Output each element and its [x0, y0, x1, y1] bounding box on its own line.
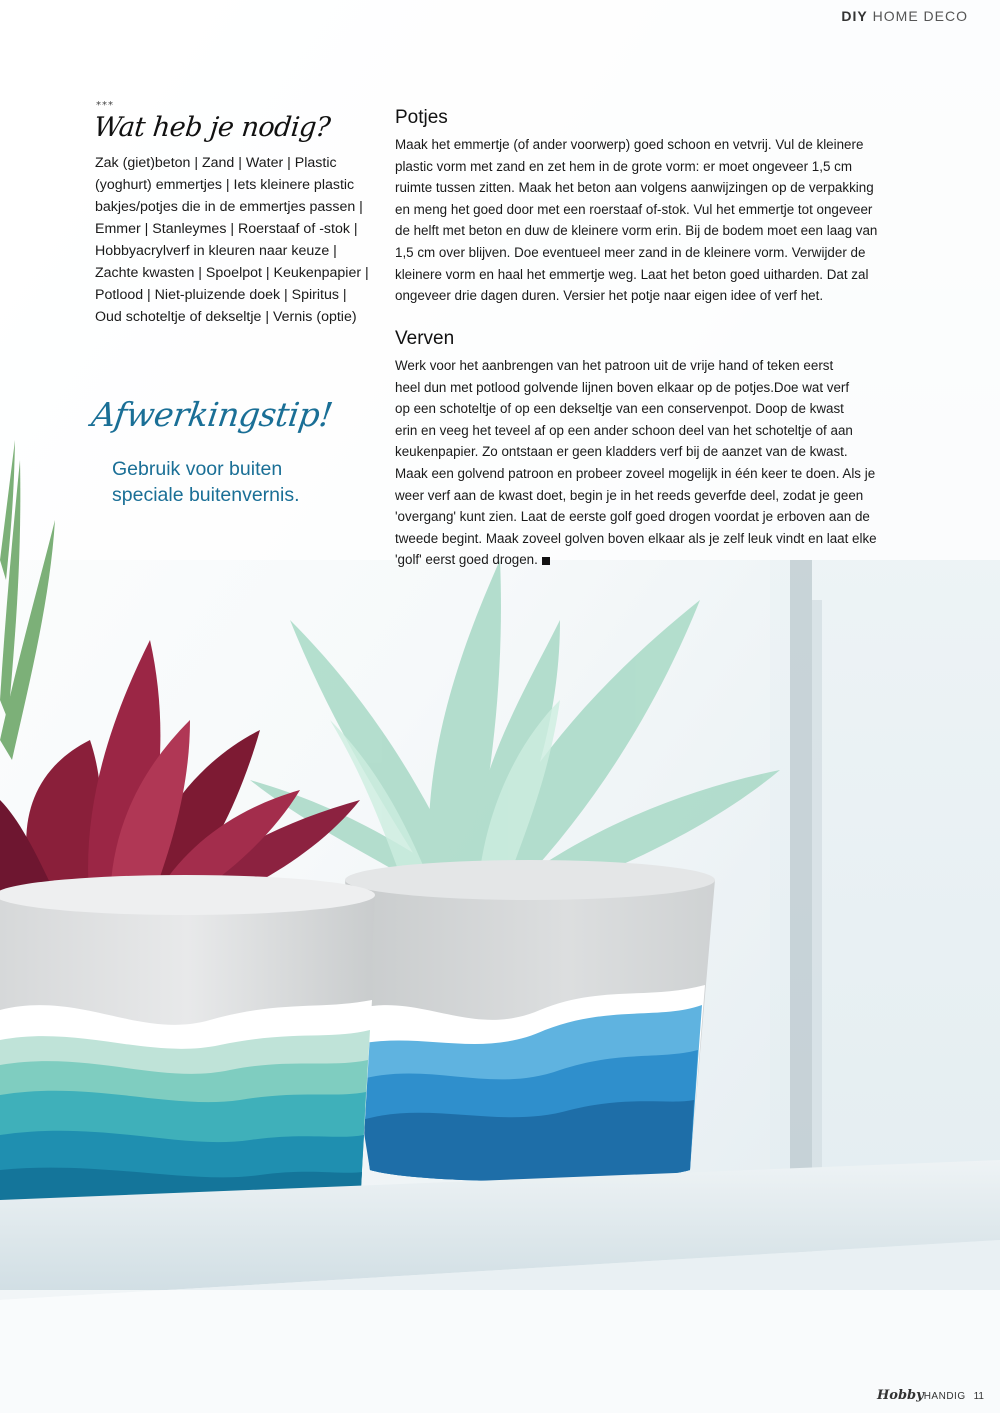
needs-list	[95, 152, 380, 328]
header-section-bold: DIY	[841, 8, 868, 24]
page-number: 11	[973, 1391, 984, 1402]
needs-line: Potlood | Niet-pluizende doek | Spiritus |	[95, 287, 347, 303]
potjes-line: ongeveer drie dagen duren. Versier het potje naar eigen idee of verf het.	[395, 288, 824, 304]
needs-line: (yoghurt) emmertjes | Iets kleinere plastic	[95, 177, 355, 193]
needs-title: Wat heb je nodig?	[92, 112, 332, 143]
verven-line-last	[395, 549, 905, 571]
footer-brand: Hobby	[877, 1388, 924, 1403]
end-mark-icon	[542, 557, 550, 565]
verven-line: heel dun met potlood golvende lijnen boven elkaar op de potjes.Doe wat verf	[395, 379, 850, 395]
potjes-line: kleinere vorm en haal het emmertje weg. Laat het beton goed uitharden. Dat zal	[395, 266, 869, 282]
potjes-line: plastic vorm met zand en zet hem in de grote vorm: er moet ongeveer 1,5 cm	[395, 158, 852, 174]
tip-text	[112, 456, 372, 508]
page-footer	[877, 1388, 984, 1403]
tip-line: Gebruik voor buiten	[112, 458, 283, 480]
potjes-line: de helft met beton en duw de kleinere vorm erin. Bij de bodem moet een laag van	[395, 223, 878, 239]
verven-line: tweede begint. Maak zoveel golven boven elkaar als je zelf leuk vindt en laat elke	[395, 530, 877, 546]
tip-line: speciale buitenvernis.	[112, 484, 300, 506]
verven-body	[395, 355, 905, 571]
verven-line: op een schoteltje of op een dekseltje van een conservenpot. Doop de kwast	[395, 401, 844, 417]
verven-line: erin en veeg het teveel af op een ander schoon deel van het schoteltje of aan	[395, 422, 853, 438]
verven-line: Werk voor het aanbrengen van het patroon uit de vrije hand of teken eerst	[395, 358, 834, 373]
potjes-line: Maak het emmertje (of ander voorwerp) goed schoon en vetvrij. Vul de kleinere	[395, 137, 864, 152]
verven-heading: Verven	[395, 328, 455, 349]
needs-line: Emmer | Stanleymes | Roerstaaf of -stok |	[95, 221, 358, 237]
needs-line: Hobbyacrylverf in kleuren naar keuze |	[95, 243, 337, 259]
verven-line: 'golf' eerst goed drogen.	[395, 552, 538, 568]
potjes-line: ruimte tussen zitten. Maak het beton aan volgens aanwijzingen op de verpakking	[395, 180, 874, 196]
potjes-line: en meng het goed door met een roerstaaf of-stok. Vul het emmertje tot ongeveer	[395, 201, 873, 217]
needs-line: Zak (giet)beton | Zand | Water | Plastic	[95, 155, 337, 171]
verven-line: keukenpapier. Zo ontstaan er geen kladders verf bij de aanzet van de kwast.	[395, 444, 848, 460]
needs-line: Zachte kwasten | Spoelpot | Keukenpapier |	[95, 265, 369, 281]
verven-line: weer verf aan de kwast doet, begin je in het reeds geverfde deel, zodat je geen	[395, 487, 864, 503]
footer-brand-suffix: HANDIG	[923, 1391, 966, 1402]
potjes-line: 1,5 cm over blijven. Doe eventueel meer zand in de kleinere vorm. Verwijder de	[395, 244, 866, 260]
tip-title: Afwerkingstip!	[89, 395, 335, 434]
section-header	[841, 8, 968, 24]
verven-line: Maak een golvend patroon en probeer zoveel mogelijk in één keer te doen. Als je	[395, 465, 876, 481]
potjes-heading: Potjes	[395, 107, 448, 128]
needs-line: bakjes/potjes die in de emmertjes passen |	[95, 199, 363, 215]
needs-line: Oud schoteltje of dekseltje | Vernis (optie)	[95, 309, 357, 325]
header-section: HOME DECO	[872, 8, 968, 24]
decorative-stars: ***	[96, 100, 114, 111]
potjes-body	[395, 134, 905, 307]
verven-line: 'overgang' kunt zien. Laat de eerste golf goed drogen voordat je erboven aan de	[395, 509, 870, 525]
